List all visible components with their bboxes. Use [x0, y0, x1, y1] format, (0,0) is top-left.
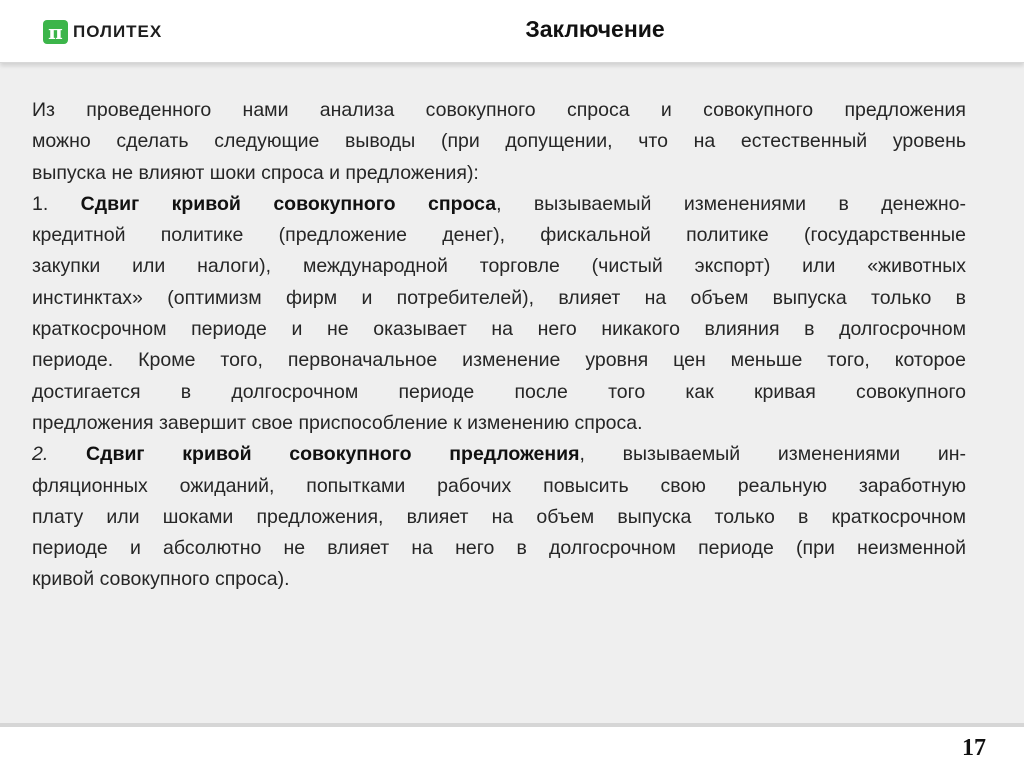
logo-text: ПОЛИТЕХ [73, 22, 163, 41]
page-number: 17 [962, 735, 986, 761]
slide-content [0, 63, 1024, 727]
text-line [32, 439, 966, 470]
text-segment: , вызываемый изменениями ин- [579, 443, 966, 466]
text-segment: кредитной политике (предложение денег), фискальной политике (государственные [32, 224, 966, 247]
text-line [32, 189, 966, 220]
text-segment: , вызываемый изменениями в денежно- [496, 192, 966, 215]
text-line [32, 471, 966, 502]
text-line [32, 220, 966, 251]
text-line [32, 283, 966, 314]
text-segment: закупки или налоги), международной торговле (чистый экспорт) или «животных [32, 255, 966, 278]
text-line [32, 251, 966, 282]
text-line [32, 95, 966, 126]
text-line [32, 126, 966, 157]
text-line [32, 345, 966, 376]
text-segment: можно сделать следующие выводы (при допущении, что на естественный уровень [32, 130, 966, 153]
text-segment: инстинктах» (оптимизм фирм и потребителей), влияет на объем выпуска только в [32, 286, 966, 309]
slide-title: Заключение [525, 16, 665, 42]
text-segment: периоде и абсолютно не влияет на него в долгосрочном периоде (при неизменной [32, 537, 966, 560]
conclusion-text [32, 95, 966, 596]
text-line [32, 158, 966, 189]
text-line [32, 314, 966, 345]
slide-header [0, 0, 1024, 63]
text-segment: Из проведенного нами анализа совокупного спроса и совокупного предложения [32, 99, 966, 121]
text-segment [48, 443, 86, 465]
text-line [32, 564, 966, 595]
bold-heading-text: Сдвиг кривой совокупного спроса [80, 192, 497, 215]
text-segment: краткосрочном периоде и не оказывает на него никакого влияния в долгосрочном [32, 318, 966, 341]
text-segment: выпуска не влияют шоки спроса и предложения): [32, 161, 479, 184]
bold-heading-text: Сдвиг кривой совокупного предложения [86, 443, 580, 466]
text-segment: фляционных ожиданий, попытками рабочих повысить свою реальную заработную [32, 474, 966, 497]
text-segment: кривой совокупного спроса). [32, 568, 290, 591]
text-line [32, 377, 966, 408]
text-segment: 2. [32, 443, 49, 466]
text-segment: плату или шоками предложения, влияет на объем выпуска только в краткосрочном [32, 505, 966, 528]
text-segment: периоде. Кроме того, первоначальное изменение уровня цен меньше того, которое [32, 349, 966, 372]
text-segment: достигается в долгосрочном периоде после того как кривая совокупного [32, 380, 966, 403]
text-segment: предложения завершит свое приспособление к изменению спроса. [32, 411, 643, 434]
text-line [32, 533, 966, 564]
text-line [32, 502, 966, 533]
text-segment: 1. [32, 192, 81, 215]
text-line [32, 408, 966, 439]
logo-pi-icon: п [43, 20, 68, 44]
